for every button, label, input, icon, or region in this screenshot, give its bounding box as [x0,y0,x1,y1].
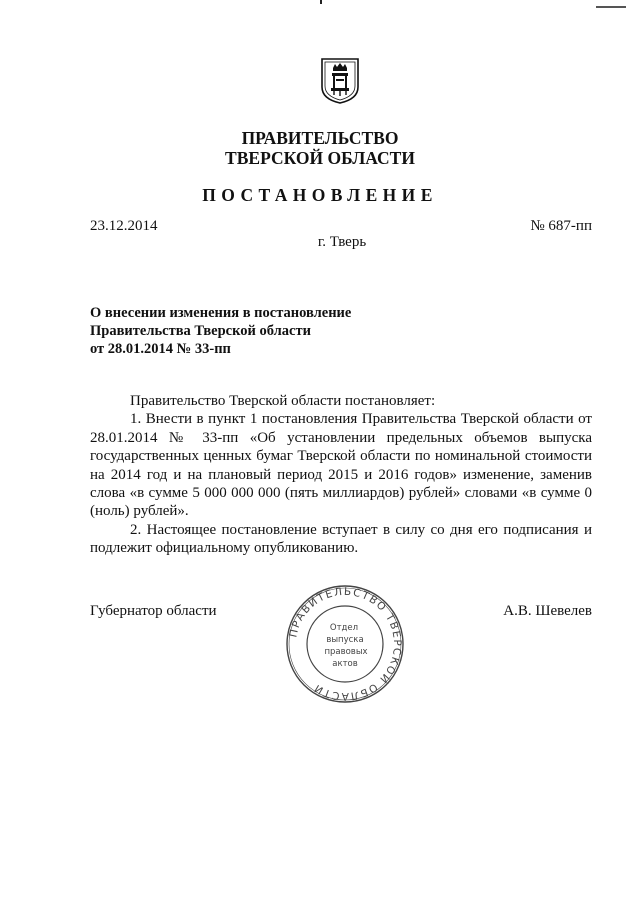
org-line-1: ПРАВИТЕЛЬСТВО [241,128,399,148]
body-paragraph-2: 2. Настоящее постановление вступает в силу со дня его подписания и подлежит официальному опубликованию. [90,521,592,557]
scan-mark [596,6,626,8]
official-stamp [284,583,406,705]
document-body [90,392,592,558]
subject-line-1: О внесении изменения в постановление [90,305,352,321]
document-subject [90,304,351,358]
stamp-ring-text-path: ПРАВИТЕЛЬСТВО ТВЕРСКОЙ ОБЛАСТИ [287,585,404,703]
document-type: ПОСТАНОВЛЕНИЕ [202,185,438,205]
organization-name [0,128,640,168]
signatory-name: А.В. Шевелев [503,603,592,619]
signatory-title: Губернатор области [90,603,217,619]
document-city: г. Тверь [317,234,367,250]
coat-of-arms-icon [320,57,360,105]
stamp-center-line-4: актов [332,659,358,669]
scan-mark [320,0,322,4]
stamp-center-line-2: выпуска [326,635,364,645]
stamp-center-line-1: Отдел [329,623,359,633]
subject-line-3: от 28.01.2014 № 33-пп [90,341,231,357]
subject-line-2: Правительства Тверской области [90,323,311,339]
body-paragraph-intro: Правительство Тверской области постановляет: [130,393,436,409]
stamp-center-line-3: правовых [324,647,368,657]
document-date: 23.12.2014 [90,218,158,234]
org-line-2: ТВЕРСКОЙ ОБЛАСТИ [225,148,415,168]
document-number: № 687-пп [530,218,592,234]
body-paragraph-1: 1. Внести в пункт 1 постановления Правительства Тверской области от 28.01.2014 № 33-пп «Об установлении предельных объемов выпуска государственных ценных бумаг Тверской области по номинальной стоимости на 2014 год и на плановый период 2015 и 2016 годов» изменение, заменив слова «в сумме 5 000 000 000 (пять миллиардов) рублей» словами «в сумме 0 (ноль) рублей». [90,411,592,520]
